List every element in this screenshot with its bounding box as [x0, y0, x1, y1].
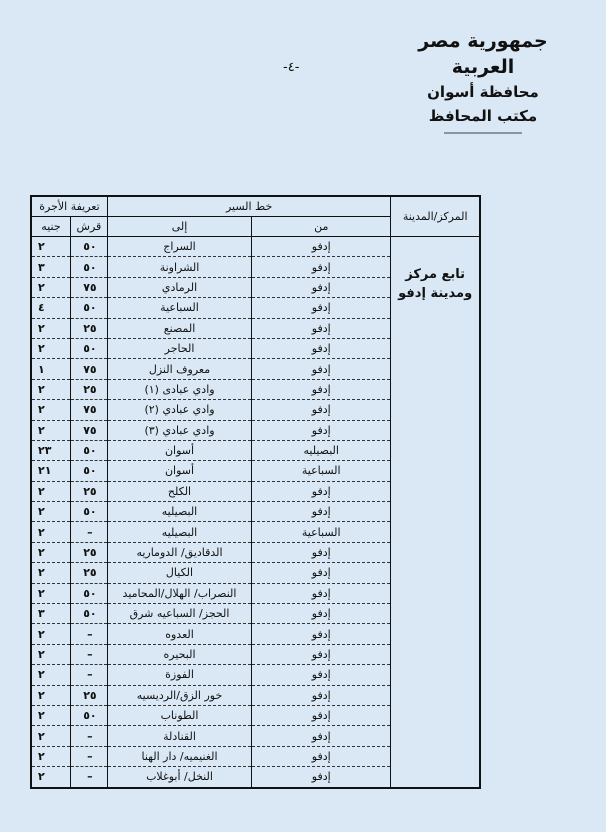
from-cell: إدفو — [252, 705, 391, 725]
piaster-cell: ٥٠ — [70, 461, 107, 481]
piaster-cell: ٧٥ — [70, 420, 107, 440]
piaster-cell: ٢٥ — [70, 379, 107, 399]
piaster-cell: ٥٠ — [70, 298, 107, 318]
from-cell: إدفو — [252, 338, 391, 358]
to-cell: القنادلة — [107, 726, 251, 746]
pound-cell: ٢ — [31, 400, 70, 420]
to-cell: السباعية — [107, 298, 251, 318]
pound-cell: ٢ — [31, 277, 70, 297]
to-cell: النخل/ أبوغلاب — [107, 767, 251, 788]
header-route: خط السير — [107, 196, 390, 217]
to-cell: وادي عبادى (١) — [107, 379, 251, 399]
from-cell: إدفو — [252, 563, 391, 583]
piaster-cell: – — [70, 665, 107, 685]
to-cell: المصنع — [107, 318, 251, 338]
pound-cell: ٢ — [31, 746, 70, 766]
to-cell: وادي عبادي (٢) — [107, 400, 251, 420]
letterhead-governorate: محافظة أسوان — [427, 83, 539, 101]
pound-cell: ٢ — [31, 502, 70, 522]
pound-cell: ١ — [31, 359, 70, 379]
pound-cell: ٢ — [31, 542, 70, 562]
page-number: -٤- — [283, 60, 300, 75]
piaster-cell: – — [70, 726, 107, 746]
header-center: المركز/المدينة — [391, 196, 480, 237]
to-cell: خور الزق/الرديسيه — [107, 685, 251, 705]
to-cell: العدوه — [107, 624, 251, 644]
piaster-cell: ٢٥ — [70, 542, 107, 562]
from-cell: إدفو — [252, 685, 391, 705]
from-cell: إدفو — [252, 379, 391, 399]
to-cell: الغنيميه/ دار الهنا — [107, 746, 251, 766]
piaster-cell: ٢٥ — [70, 563, 107, 583]
from-cell: إدفو — [252, 583, 391, 603]
from-cell: البصيليه — [252, 440, 391, 460]
to-cell: الرمادي — [107, 277, 251, 297]
from-cell: إدفو — [252, 318, 391, 338]
to-cell: البصيليه — [107, 502, 251, 522]
from-cell: إدفو — [252, 277, 391, 297]
to-cell: أسوان — [107, 440, 251, 460]
from-cell: إدفو — [252, 298, 391, 318]
from-cell: إدفو — [252, 237, 391, 257]
pound-cell: ٢ — [31, 318, 70, 338]
pound-cell: ٢ — [31, 665, 70, 685]
piaster-cell: – — [70, 644, 107, 664]
header-from: من — [252, 217, 391, 237]
to-cell: الشراونة — [107, 257, 251, 277]
from-cell: إدفو — [252, 644, 391, 664]
piaster-cell: ٢٥ — [70, 685, 107, 705]
pound-cell: ٢ — [31, 767, 70, 788]
piaster-cell: – — [70, 522, 107, 542]
fare-table — [30, 195, 481, 789]
from-cell: السباعية — [252, 461, 391, 481]
piaster-cell: – — [70, 746, 107, 766]
from-cell: إدفو — [252, 542, 391, 562]
from-cell: إدفو — [252, 359, 391, 379]
pound-cell: ٢ — [31, 563, 70, 583]
from-cell: إدفو — [252, 502, 391, 522]
to-cell: الحجز/ السباعيه شرق — [107, 604, 251, 624]
pound-cell: ٢ — [31, 237, 70, 257]
piaster-cell: ٥٠ — [70, 583, 107, 603]
header-to: إلى — [107, 217, 251, 237]
from-cell: السباعية — [252, 522, 391, 542]
pound-cell: ٢١ — [31, 461, 70, 481]
to-cell: الحاجر — [107, 338, 251, 358]
from-cell: إدفو — [252, 624, 391, 644]
to-cell: البحيره — [107, 644, 251, 664]
from-cell: إدفو — [252, 481, 391, 501]
to-cell: الدقاديق/ الدوماريه — [107, 542, 251, 562]
pound-cell: ٣ — [31, 604, 70, 624]
letterhead-country: جمهورية مصر العربية — [418, 30, 548, 78]
piaster-cell: ٥٠ — [70, 257, 107, 277]
pound-cell: ٢ — [31, 522, 70, 542]
piaster-cell: ٧٥ — [70, 277, 107, 297]
to-cell: وادي عبادي (٣) — [107, 420, 251, 440]
header-fare: تعريفة الأجرة — [31, 196, 107, 217]
to-cell: الطوناب — [107, 705, 251, 725]
piaster-cell: ٢٥ — [70, 318, 107, 338]
from-cell: إدفو — [252, 400, 391, 420]
pound-cell: ٢٣ — [31, 440, 70, 460]
piaster-cell: ٥٠ — [70, 338, 107, 358]
pound-cell: ٢ — [31, 379, 70, 399]
to-cell: معروف النزل — [107, 359, 251, 379]
table-row — [31, 237, 480, 257]
header-piaster: قرش — [70, 217, 107, 237]
pound-cell: ٣ — [31, 257, 70, 277]
pound-cell: ٤ — [31, 298, 70, 318]
pound-cell: ٢ — [31, 583, 70, 603]
to-cell: الكلح — [107, 481, 251, 501]
to-cell: الفوزة — [107, 665, 251, 685]
to-cell: النصراب/ الهلال/المحاميد — [107, 583, 251, 603]
from-cell: إدفو — [252, 746, 391, 766]
to-cell: الكيال — [107, 563, 251, 583]
pound-cell: ٢ — [31, 726, 70, 746]
letterhead-underline — [444, 132, 522, 134]
from-cell: إدفو — [252, 257, 391, 277]
to-cell: أسوان — [107, 461, 251, 481]
pound-cell: ٢ — [31, 685, 70, 705]
from-cell: إدفو — [252, 726, 391, 746]
pound-cell: ٢ — [31, 644, 70, 664]
to-cell: البصيليه — [107, 522, 251, 542]
pound-cell: ٢ — [31, 624, 70, 644]
pound-cell: ٢ — [31, 420, 70, 440]
piaster-cell: ٥٠ — [70, 705, 107, 725]
letterhead — [408, 28, 558, 134]
from-cell: إدفو — [252, 665, 391, 685]
pound-cell: ٢ — [31, 705, 70, 725]
from-cell: إدفو — [252, 767, 391, 788]
piaster-cell: ٢٥ — [70, 481, 107, 501]
to-cell: السراج — [107, 237, 251, 257]
from-cell: إدفو — [252, 604, 391, 624]
piaster-cell: – — [70, 624, 107, 644]
piaster-cell: ٧٥ — [70, 400, 107, 420]
header-pound: جنيه — [31, 217, 70, 237]
piaster-cell: ٥٠ — [70, 502, 107, 522]
pound-cell: ٢ — [31, 338, 70, 358]
piaster-cell: – — [70, 767, 107, 788]
fare-table-body — [31, 237, 480, 788]
letterhead-office: مكتب المحافظ — [428, 107, 538, 125]
piaster-cell: ٥٠ — [70, 604, 107, 624]
piaster-cell: ٧٥ — [70, 359, 107, 379]
pound-cell: ٢ — [31, 481, 70, 501]
piaster-cell: ٥٠ — [70, 440, 107, 460]
piaster-cell: ٥٠ — [70, 237, 107, 257]
from-cell: إدفو — [252, 420, 391, 440]
center-cell: تابع مركز ومدينة إدفو — [391, 237, 480, 788]
